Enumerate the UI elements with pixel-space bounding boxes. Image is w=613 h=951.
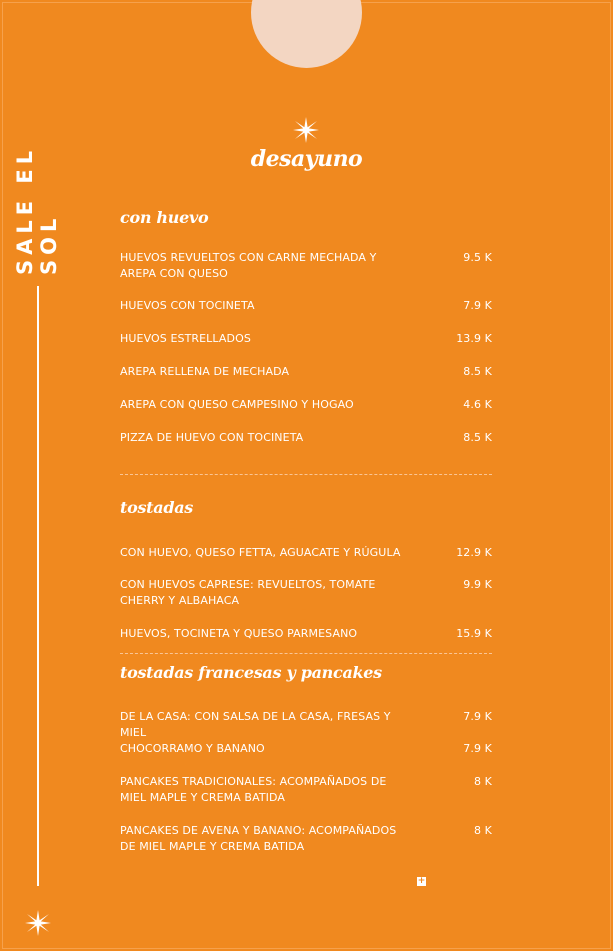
plus-icon[interactable]: + [417, 876, 426, 886]
item-price: 12.9 K [456, 546, 492, 559]
item-price: 15.9 K [456, 627, 492, 640]
section-title: con huevo [120, 208, 209, 227]
item-price: 4.6 K [463, 398, 492, 411]
item-price: 9.9 K [463, 578, 492, 591]
menu-item [120, 331, 495, 347]
page-border [2, 2, 611, 949]
item-name: HUEVOS REVUELTOS CON CARNE MECHADA Y AREPA CON QUESO [120, 251, 377, 280]
menu-item [120, 545, 495, 561]
menu-item [120, 823, 495, 855]
item-price: 9.5 K [463, 251, 492, 264]
item-name: CON HUEVO, QUESO FETTA, AGUACATE Y RÚGULA [120, 546, 401, 559]
item-price: 8 K [473, 824, 492, 837]
item-name: PANCAKES DE AVENA Y BANANO: ACOMPAÑADOS DE MIEL MAPLE Y CREMA BATIDA [120, 824, 397, 853]
item-name: CHOCORRAMO Y BANANO [120, 742, 265, 755]
item-price: 8.5 K [463, 365, 492, 378]
section-divider [120, 474, 492, 475]
item-name: AREPA RELLENA DE MECHADA [120, 365, 290, 378]
item-name: HUEVOS ESTRELLADOS [120, 332, 251, 345]
brand-name: SALE EL SOL [13, 145, 61, 275]
item-name: HUEVOS CON TOCINETA [120, 299, 255, 312]
side-rule [37, 286, 39, 886]
item-price: 8 K [473, 775, 492, 788]
item-price: 7.9 K [463, 710, 492, 723]
item-name: PANCAKES TRADICIONALES: ACOMPAÑADOS DE MIEL MAPLE Y CREMA BATIDA [120, 775, 387, 804]
decorative-circle [251, 0, 362, 68]
menu-item [120, 709, 495, 741]
item-price: 13.9 K [456, 332, 492, 345]
section-title: tostadas francesas y pancakes [120, 663, 382, 682]
section-divider [120, 653, 492, 654]
section-tostadas-francesas [120, 663, 495, 682]
item-name: AREPA CON QUESO CAMPESINO Y HOGAO [120, 398, 354, 411]
menu-item [120, 430, 495, 446]
menu-item [120, 626, 495, 642]
menu-item [120, 364, 495, 380]
star-icon [293, 117, 319, 143]
item-price: 7.9 K [463, 299, 492, 312]
menu-item [120, 298, 495, 314]
star-icon [25, 910, 51, 936]
item-name: CON HUEVOS CAPRESE: REVUELTOS, TOMATE CHERRY Y ALBAHACA [120, 578, 376, 607]
section-con-huevo [120, 208, 495, 227]
item-price: 7.9 K [463, 742, 492, 755]
item-price: 8.5 K [463, 431, 492, 444]
menu-item [120, 577, 495, 609]
item-name: HUEVOS, TOCINETA Y QUESO PARMESANO [120, 627, 358, 640]
menu-item [120, 774, 495, 806]
menu-item [120, 397, 495, 413]
menu-heading: desayuno [250, 146, 363, 172]
item-name: DE LA CASA: CON SALSA DE LA CASA, FRESAS Y MIEL [120, 710, 391, 739]
item-name: PIZZA DE HUEVO CON TOCINETA [120, 431, 304, 444]
section-title: tostadas [120, 498, 193, 517]
menu-item [120, 741, 495, 757]
menu-item [120, 250, 495, 282]
section-tostadas [120, 498, 495, 517]
